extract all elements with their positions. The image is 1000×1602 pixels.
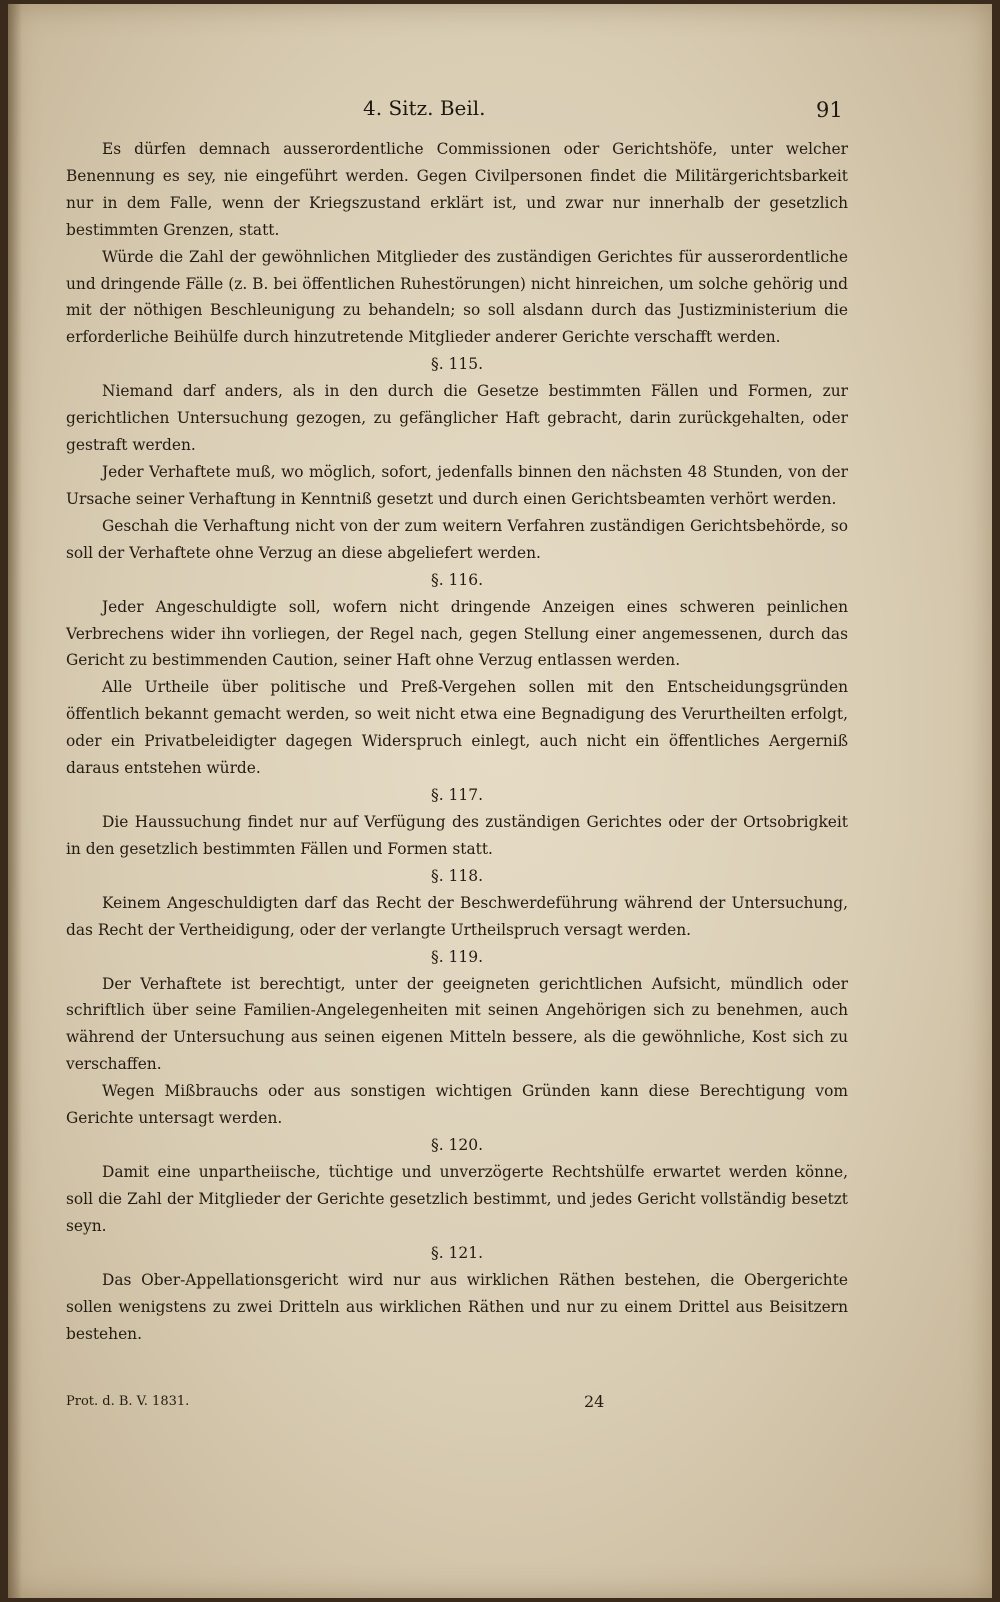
page-footer [66, 1394, 848, 1416]
section-heading-115: §. 115. [430, 355, 484, 374]
section-heading-121: §. 121. [430, 1243, 484, 1262]
section-heading-119: §. 119. [430, 947, 484, 966]
paragraph: Die Haussuchung findet nur auf Verfügung des zuständigen Gerichtes oder der Ortsobrigkeit in den gesetzlich bestimmten Fällen und Formen statt. [66, 812, 848, 858]
section-heading-118: §. 118. [430, 866, 484, 885]
page-body [66, 136, 848, 1347]
paragraph: Wegen Mißbrauchs oder aus sonstigen wichtigen Gründen kann diese Berechtigung vom Gerichte untersagt werden. [66, 1082, 848, 1128]
paragraph: Damit eine unpartheiische, tüchtige und unverzögerte Rechtshülfe erwartet werden könne, soll die Zahl der Mitglieder der Gerichte gesetzlich bestimmt, und jedes Gericht vollständig besetzt seyn. [66, 1163, 848, 1235]
paragraph: Es dürfen demnach ausserordentliche Commissionen oder Gerichtshöfe, unter welcher Benennung es sey, nie eingeführt werden. Gegen Civilpersonen findet die Militärgerichtsbarkeit nur in dem Falle, wenn der Kriegszustand erklärt ist, und zwar nur innerhalb der gesetzlich bestimmten Grenzen, statt. [66, 140, 848, 239]
paragraph: Jeder Angeschuldigte soll, wofern nicht dringende Anzeigen eines schweren peinlichen Verbrechens wider ihn vorliegen, der Regel nach, gegen Stellung einer angemessenen, durch das Gericht zu bestimmenden Caution, seiner Haft ohne Verzug entlassen werden. [66, 597, 848, 670]
page-number: 91 [816, 98, 843, 122]
sheet-signature: 24 [584, 1392, 605, 1411]
section-heading-117: §. 117. [430, 785, 484, 804]
footer-source-note: Prot. d. B. V. 1831. [66, 1394, 190, 1409]
scanned-page [8, 4, 992, 1598]
paragraph: Niemand darf anders, als in den durch die Gesetze bestimmten Fällen und Formen, zur gerichtlichen Untersuchung gezogen, zu gefänglicher Haft gebracht, darin zurückgehalten, oder gestraft werden. [66, 382, 848, 455]
paragraph: Geschah die Verhaftung nicht von der zum weitern Verfahren zuständigen Gerichtsbehörde, so soll der Verhaftete ohne Verzug an diese abgeliefert werden. [66, 516, 848, 562]
paragraph: Das Ober-Appellationsgericht wird nur aus wirklichen Räthen bestehen, die Obergerichte sollen wenigstens zu zwei Dritteln aus wirklichen Räthen und nur zu einem Drittel aus Beisitzern bestehen. [66, 1270, 848, 1343]
section-heading-116: §. 116. [430, 570, 484, 589]
binding-shadow [8, 4, 22, 1598]
paragraph: Alle Urtheile über politische und Preß-Vergehen sollen mit den Entscheidungsgründen öffentlich bekannt gemacht werden, so weit nicht etwa eine Begnadigung des Verurtheilten erfolgt, oder ein Privatbeleidigter dagegen Widerspruch einlegt, auch nicht ein öffentliches Aergerniß daraus entstehen würde. [66, 678, 848, 778]
running-title: 4. Sitz. Beil. [363, 96, 486, 120]
paragraph: Jeder Verhaftete muß, wo möglich, sofort, jedenfalls binnen den nächsten 48 Stunden, von der Ursache seiner Verhaftung in Kenntniß gesetzt und durch einen Gerichtsbeamten verhört werden. [66, 462, 848, 508]
page-header [8, 96, 992, 128]
paragraph: Der Verhaftete ist berechtigt, unter der geeigneten gerichtlichen Aufsicht, mündlich oder schriftlich über seine Familien-Angelegenheiten mit seinen Angehörigen sich zu benehmen, auch während der Untersuchung aus seinen eigenen Mitteln bessere, als die gewöhnliche, Kost sich zu verschaffen. [66, 974, 848, 1074]
paragraph: Würde die Zahl der gewöhnlichen Mitglieder des zuständigen Gerichtes für ausserordentliche und dringende Fälle (z. B. bei öffentlichen Ruhestörungen) nicht hinreichen, um solche gehörig und mit der nöthigen Beschleunigung zu behandeln; so soll alsdann durch das Justizministerium die erforderliche Beihülfe durch hinzutretende Mitglieder anderer Gerichte verschafft werden. [66, 247, 848, 347]
section-heading-120: §. 120. [430, 1136, 484, 1154]
paragraph: Keinem Angeschuldigten darf das Recht der Beschwerdeführung während der Untersuchung, das Recht der Vertheidigung, oder der verlangte Urtheilspruch versagt werden. [66, 893, 848, 939]
